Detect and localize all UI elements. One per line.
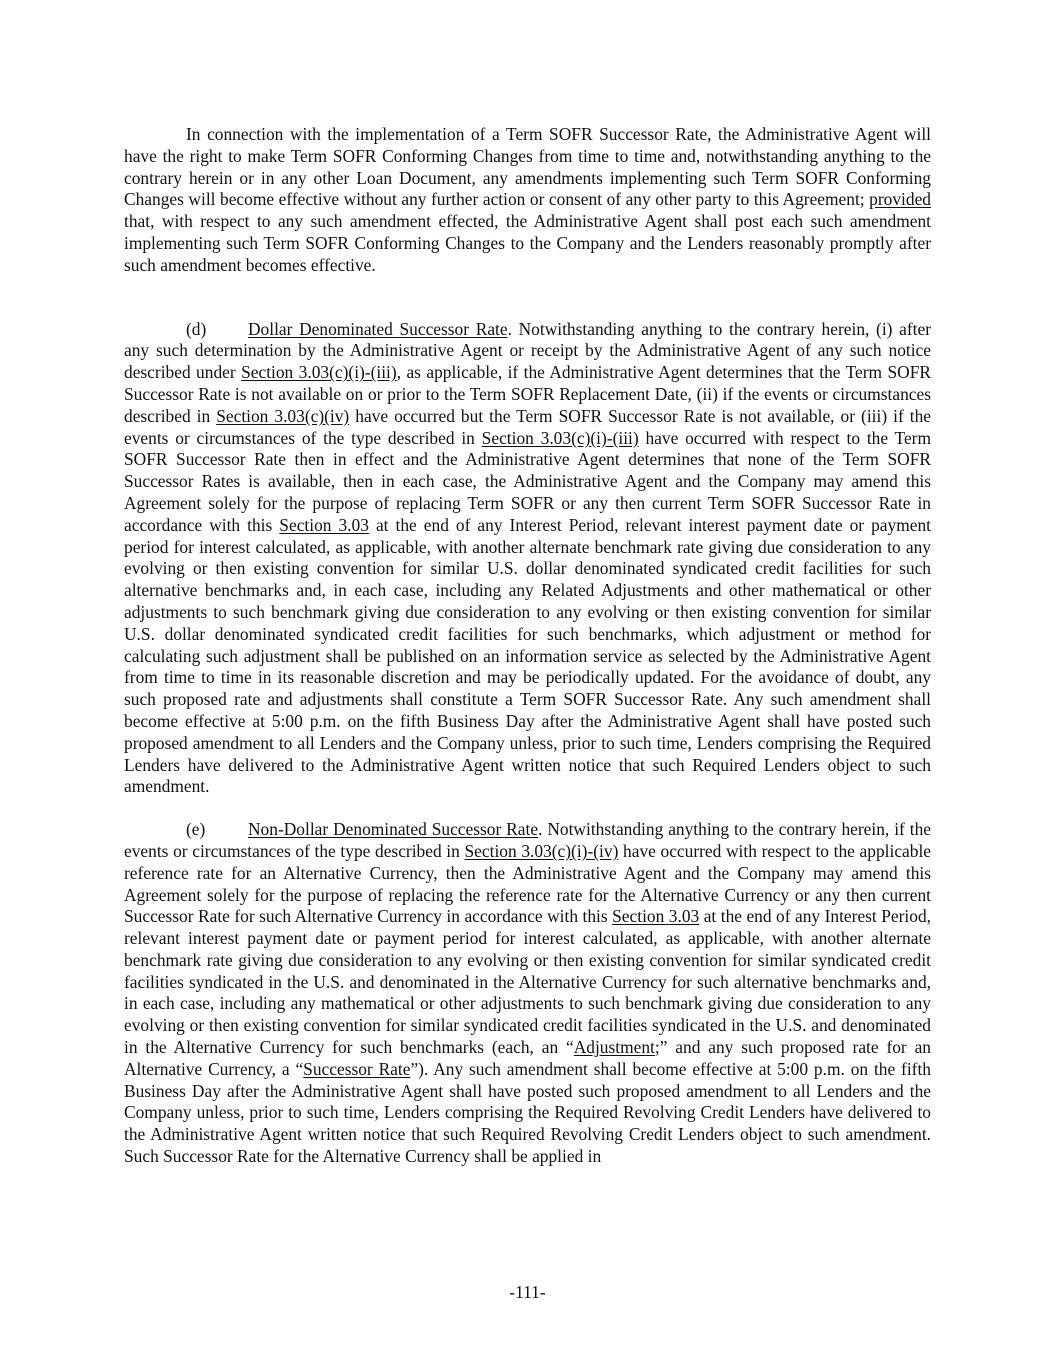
section-reference: Section 3.03(c)(i)-(iii) xyxy=(481,427,639,448)
paragraph-d-dollar-successor-rate xyxy=(124,319,931,799)
page-number: -111- xyxy=(509,1282,546,1302)
paragraph-text: . Notwithstanding anything to the contrary herein, if the events or circumstances of the type described in xyxy=(124,819,931,861)
paragraph-text: that, with respect to any such amendment effected, the Administrative Agent shall post each such amendment implementing such Term SOFR Conforming Changes to the Company and the Lenders reasonably promptly after such amendment becomes effective. xyxy=(124,211,931,275)
section-reference: Section 3.03 xyxy=(279,514,369,535)
defined-term: Adjustment xyxy=(573,1037,655,1058)
section-heading: Non-Dollar Denominated Successor Rate xyxy=(248,819,539,840)
paragraph-label: (e) xyxy=(186,819,206,840)
document-page xyxy=(124,124,931,1168)
provided-term: provided xyxy=(869,189,931,210)
section-reference: Section 3.03(c)(iv) xyxy=(216,405,350,426)
section-heading: Dollar Denominated Successor Rate xyxy=(248,318,508,339)
paragraph-text: ”). Any such amendment shall become effective at 5:00 p.m. on the fifth Business Day after the Administrative Agent shall have posted such proposed amendment to all Lenders and the Company unless, prior to such time, Lenders comprising the Required Revolving Credit Lenders have delivered to the Administrative Agent written notice that such Required Revolving Credit Lenders object to such amendment. Such Successor Rate for the Alternative Currency shall be applied in xyxy=(124,1058,931,1167)
paragraph-text: In connection with the implementation of a Term SOFR Successor Rate, the Administrative Agent will have the right to make Term SOFR Conforming Changes from time to time and, notwithstanding anything to the contrary herein or in any other Loan Document, any amendments implementing such Term SOFR Conforming Changes will become effective without any further action or consent of any other party to this Agreement; xyxy=(124,124,931,210)
paragraph-text: , as applicable, if the Administrative Agent determines that the Term SOFR Successor Rate is not available on or prior to the Term SOFR Replacement Date, (ii) if the events or circumstances described in xyxy=(124,362,931,426)
paragraph-text: at the end of any Interest Period, relevant interest payment date or payment period for interest calculated, as applicable, with another alternate benchmark rate giving due consideration to any evolving or then existing convention for similar syndicated credit facilities syndicated in the U.S. and denominated in the Alternative Currency for such alternative benchmarks and, in each case, including any mathematical or other adjustments to such benchmark giving due consideration to any evolving or then existing convention for similar syndicated credit facilities syndicated in the U.S. and denominated in the Alternative Currency for such benchmarks (each, an “ xyxy=(124,906,931,1058)
section-reference: Section 3.03(c)(i)-(iv) xyxy=(464,840,619,861)
paragraph-text: have occurred with respect to the Term SOFR Successor Rate then in effect and the Administrative Agent determines that none of the Term SOFR Successor Rates is available, then in each case, the Administrative Agent and the Company may amend this Agreement solely for the purpose of replacing Term SOFR or any then current Term SOFR Successor Rate in accordance with this xyxy=(124,427,931,535)
section-reference: Section 3.03 xyxy=(612,906,700,927)
paragraph-text: have occurred with respect to the applicable reference rate for an Alternative Currency, then the Administrative Agent and the Company may amend this Agreement solely for the purpose of replacing the reference rate for the Alternative Currency or any then current Successor Rate for such Alternative Currency in accordance with this xyxy=(124,840,932,927)
paragraph-text: have occurred but the Term SOFR Successor Rate is not available, or (iii) if the events or circumstances of the type described in xyxy=(124,405,932,448)
section-reference: Section 3.03(c)(i)-(iii) xyxy=(241,362,397,383)
paragraph-text: . Notwithstanding anything to the contrary herein, (i) after any such determination by the Administrative Agent or receipt by the Administrative Agent of any such notice described under xyxy=(124,318,931,383)
paragraph-text: at the end of any Interest Period, relevant interest payment date or payment period for interest calculated, as applicable, with another alternate benchmark rate giving due consideration to any evolving or then existing convention for similar U.S. dollar denominated syndicated credit facilities for such alternative benchmarks and, in each case, including any Related Adjustments and other mathematical or other adjustments to such benchmark giving due consideration to any evolving or then existing convention for similar U.S. dollar denominated syndicated credit facilities for such benchmarks, which adjustment or method for calculating such adjustment shall be published on an information service as selected by the Administrative Agent from time to time in its reasonable discretion and may be periodically updated. For the avoidance of doubt, any such proposed rate and adjustments shall constitute a Term SOFR Successor Rate. Any such amendment shall become effective at 5:00 p.m. on the fifth Business Day after the Administrative Agent shall have posted such proposed amendment to all Lenders and the Company unless, prior to such time, Lenders comprising the Required Lenders have delivered to the Administrative Agent written notice that such Required Lenders object to such amendment. xyxy=(124,514,931,797)
paragraph-e-non-dollar-successor-rate xyxy=(124,819,931,1168)
paragraph-text: ;” and any such proposed rate for an Alternative Currency, a “ xyxy=(124,1037,931,1079)
paragraph-label: (d) xyxy=(186,318,207,339)
defined-term: Successor Rate xyxy=(303,1058,411,1079)
paragraph-conforming-changes xyxy=(124,124,931,277)
